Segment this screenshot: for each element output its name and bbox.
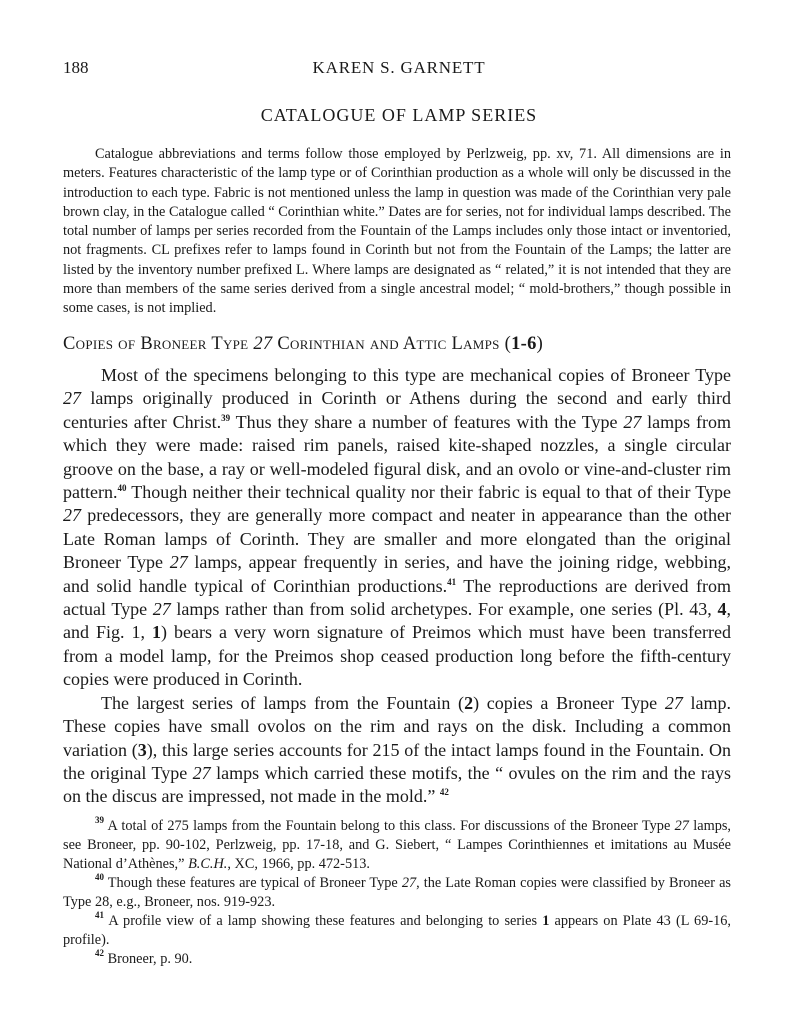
footnote-41: $^{41}$ A profile view of a lamp showing these features and belonging to series 1 appears on Plate 43 (L 69-16, profile). bbox=[63, 910, 731, 948]
page-number: 188 bbox=[63, 58, 89, 77]
footnote-ref-39: 39 bbox=[221, 412, 231, 423]
footnote-42: $^{42}$ Broneer, p. 90. bbox=[95, 948, 193, 967]
running-title: KAREN S. GARNETT bbox=[312, 58, 486, 77]
footnote-40: $^{40}$ Though these features are typical of Broneer Type 27, the Late Roman copies were classified by Broneer as Type 28, e.g., Broneer, nos. 919-923. bbox=[63, 872, 731, 910]
catalogue-intro: Catalogue abbreviations and terms follow those employed by Perlzweig, pp. xv, 71. All dimensions are in meters. Features characteristic of the lamp type or of Corinthian production as a whole will only be discussed in the introduction to each type. Fabric is not mentioned unless the lamp in question was made of the Corinthian very pale brown clay, in the Catalogue called “ Corinthian white.” Dates are for series, not for individual lamps described. The total number of lamps per series recorded from the Fountain of the Lamps includes only those intact or inventoried, not fragments. CL prefixes refer to lamps found in Corinth but not from the Fountain of the Lamps; the latter are listed by the inventory number prefixed L. Where lamps are designated as “ related,” it is not intended that they are more than members of the same series derived from a single ancestral model; “ mold-brothers,” though possible in some cases, is not implied. bbox=[63, 146, 731, 317]
footnotes bbox=[63, 817, 731, 969]
footnote-ref-42: 42 bbox=[439, 787, 449, 798]
running-head bbox=[63, 58, 735, 80]
paragraph-2: The largest series of lamps from the Fountain (2) copies a Broneer Type 27 lamp. These copies have small ovolos on the rim and rays on the disk. Including a common variation (3), this large series accounts for 215 of the intact lamps found in the Fountain. On the original Type 27 lamps which carried these motifs, the “ ovules on the rim and the rays on the discus are impressed, not made in the mold.” $^{42}$ bbox=[63, 692, 732, 807]
section-subheading: Copies of Broneer Type 27 Corinthian and Attic Lamps (1-6) bbox=[63, 334, 544, 354]
paragraph-1: Most of the specimens belonging to this type are mechanical copies of Broneer Type 27 lamps originally produced in Corinth or Athens during the second and early third centuries after Christ.$^{39}$ Thus they share a number of features with the Type 27 lamps from which they were made: raised rim panels, raised kite-shaped nozzles, a single circular groove on the base, a ray or well-modeled figural disk, and an ovolo or vine-and-cluster rim pattern.$^{40}$ Though neither their technical quality nor their fabric is equal to that of their Type 27 predecessors, they are generally more compact and neater in appearance than the other Late Roman lamps of Corinth. They are smaller and more elongated than the original Broneer Type 27 lamps, appear frequently in series, and have the joining ridge, webbing, and solid handle typical of Corinthian productions.$^{41}$ The reproductions are derived from actual Type 27 lamps rather than from solid archetypes. For example, one series (Pl. 43, 4, and Fig. 1, 1) bears a very worn signature of Preimos which must have been transferred from a model lamp, for the Preimos shop ceased production long before the fifth-century copies were produced in Corinth. bbox=[63, 365, 731, 690]
section-title: CATALOGUE OF LAMP SERIES bbox=[260, 105, 538, 125]
footnote-ref-40: 40 bbox=[117, 483, 127, 494]
footnote-ref-41: 41 bbox=[447, 576, 457, 587]
body-text bbox=[63, 364, 731, 809]
footnote-39: $^{39}$ A total of 275 lamps from the Fountain belong to this class. For discussions of the Broneer Type 27 lamps, see Broneer, pp. 90-102, Perlzweig, pp. 17-18, and G. Siebert, “ Lampes Corinthiennes et imitations au Musée National d’Athènes,” B.C.H., XC, 1966, pp. 472-513. bbox=[63, 815, 731, 872]
